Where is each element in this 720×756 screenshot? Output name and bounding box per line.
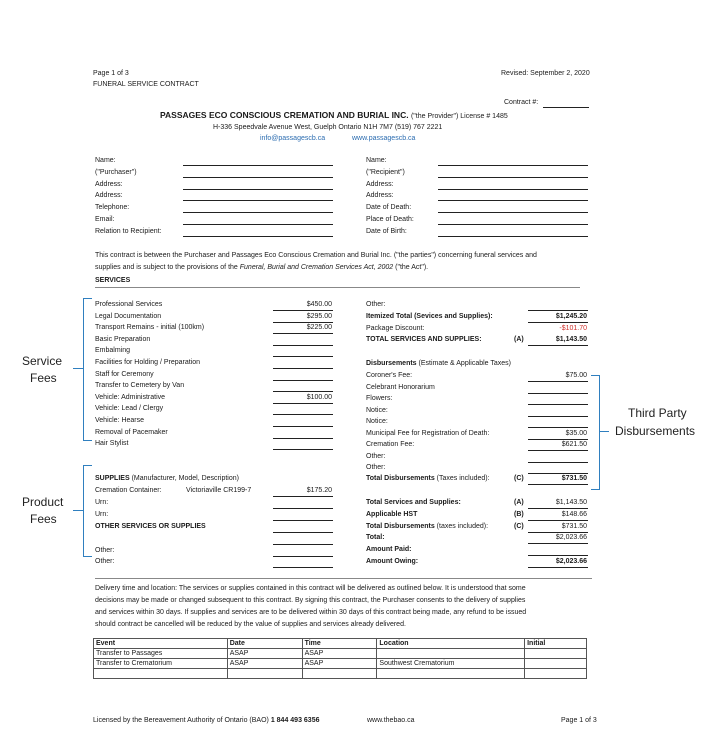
service-item-label: Basic Preparation	[95, 335, 151, 343]
purchaser-field-input[interactable]	[183, 212, 333, 213]
schedule-cell[interactable]	[94, 669, 228, 679]
itemized-total-line	[528, 322, 588, 323]
total-disbursements-line	[528, 484, 588, 485]
service-item-field[interactable]	[273, 356, 333, 357]
schedule-cell[interactable]	[525, 659, 587, 669]
schedule-cell[interactable]: Transfer to Passages	[94, 649, 228, 659]
service-item-field[interactable]	[273, 414, 333, 415]
service-fees-label-1: Service	[22, 354, 63, 368]
package-discount-label: Package Discount:	[366, 325, 425, 332]
purchaser-field-input[interactable]	[183, 236, 333, 237]
service-item-field[interactable]	[273, 380, 333, 381]
disbursement-item-field[interactable]	[528, 462, 588, 463]
provider-website[interactable]: www.passagescb.ca	[352, 135, 416, 142]
recipient-field-label: ("Recipient")	[366, 168, 405, 176]
service-item-field[interactable]	[273, 403, 333, 404]
purchaser-field-label: Address:	[95, 180, 123, 188]
summary-label: Total:	[366, 534, 385, 542]
delivery-line-4: should contract be cancelled will be reduced by the value of supplies and services already delivered.	[95, 621, 406, 628]
disbursement-item-label: Other:	[366, 452, 386, 460]
service-item-label: Professional Services	[95, 301, 163, 308]
third-party-bracket	[591, 375, 600, 490]
recipient-field-input[interactable]	[438, 177, 588, 178]
service-fees-label-2: Fees	[30, 371, 57, 385]
service-item-label: Vehicle: Hearse	[95, 417, 145, 424]
intro-line-1: This contract is between the Purchaser and Passages Eco Conscious Cremation and Burial Inc. ("the parties") concerning funeral services and	[95, 252, 537, 259]
schedule-cell[interactable]	[525, 649, 587, 659]
service-item-field[interactable]	[273, 333, 333, 334]
recipient-field-input[interactable]	[438, 236, 588, 237]
purchaser-field-label: Relation to Recipient:	[95, 227, 162, 235]
recipient-field-input[interactable]	[438, 165, 588, 166]
service-item-label: Removal of Pacemaker	[95, 428, 168, 436]
purchaser-field-input[interactable]	[183, 165, 333, 166]
intro-line-2: supplies and is subject to the provisions of the Funeral, Burial and Cremation Services Act, 2002 ("the Act").	[95, 264, 429, 271]
service-item-field[interactable]	[273, 449, 333, 450]
recipient-field-label: Address:	[366, 180, 394, 188]
recipient-field-input[interactable]	[438, 200, 588, 201]
schedule-cell[interactable]: ASAP	[302, 649, 377, 659]
recipient-field-input[interactable]	[438, 189, 588, 190]
schedule-cell[interactable]: Southwest Crematorium	[377, 659, 525, 669]
delivery-line-3: and services within 30 days. If supplies and services are to be delivered within 30 days of this contract being made, any refund to be issued	[95, 609, 527, 616]
provider-license: ("the Provider") License # 1485	[410, 113, 508, 120]
delivery-divider	[95, 578, 592, 579]
total-disbursements-tag: (C)	[514, 475, 524, 482]
product-fees-tick	[73, 510, 83, 511]
summary-value: $2,023.66	[555, 534, 587, 542]
other-1-label: Other:	[95, 547, 115, 554]
provider-name: PASSAGES ECO CONSCIOUS CREMATION AND BURIAL INC.	[160, 110, 409, 120]
product-fees-label-2: Fees	[30, 512, 57, 526]
urn-2-label: Urn:	[95, 511, 109, 518]
summary-field[interactable]	[528, 567, 588, 568]
total-services-tag: (A)	[514, 336, 524, 343]
third-party-label-1: Third Party	[628, 406, 687, 420]
service-fees-bracket	[83, 298, 92, 441]
summary-field[interactable]	[528, 508, 588, 509]
total-services-value: $1,143.50	[555, 336, 587, 343]
page-number: Page 1 of 3	[93, 70, 129, 77]
total-services-line	[528, 345, 588, 346]
schedule-header-location: Location	[377, 639, 525, 649]
contract-number-label: Contract #:	[504, 99, 539, 106]
recipient-field-input[interactable]	[438, 224, 588, 225]
purchaser-field-label: Email:	[95, 216, 115, 223]
summary-label: Total Disbursements (taxes included):	[366, 522, 489, 530]
total-disbursements-label: Total Disbursements (Taxes included):	[366, 475, 490, 482]
disbursements-heading: Disbursements (Estimate & Applicable Taxes)	[366, 360, 512, 367]
schedule-cell[interactable]: ASAP	[227, 649, 302, 659]
disbursement-item-field[interactable]	[528, 381, 588, 382]
other-label: Other:	[366, 301, 386, 308]
urn-1-field[interactable]	[273, 508, 333, 509]
disbursement-item-label: Celebrant Honorarium	[366, 383, 435, 391]
disbursement-item-amount: $621.50	[561, 441, 587, 448]
purchaser-field-input[interactable]	[183, 189, 333, 190]
service-item-label: Legal Documentation	[95, 312, 162, 320]
disbursement-item-label: Notice:	[366, 406, 388, 414]
service-item-label: Transfer to Cemetery by Van	[95, 382, 185, 390]
urn-1-label: Urn:	[95, 499, 109, 506]
service-item-label: Embalming	[95, 347, 131, 355]
footer-website[interactable]: www.thebao.ca	[367, 717, 415, 724]
service-item-amount: $100.00	[306, 393, 332, 401]
service-item-label: Transport Remains - initial (100km)	[95, 324, 205, 332]
schedule-header-event: Event	[94, 639, 228, 649]
purchaser-field-label: Telephone:	[95, 204, 130, 212]
disbursement-item-amount: $75.00	[565, 372, 587, 379]
total-services-label: TOTAL SERVICES AND SUPPLIES:	[366, 336, 482, 343]
schedule-header-initial: Initial	[525, 639, 587, 649]
summary-field[interactable]	[528, 543, 588, 544]
summary-field[interactable]	[528, 532, 588, 533]
disbursement-item-field[interactable]	[528, 404, 588, 405]
other-2-field[interactable]	[273, 567, 333, 568]
container-amount-line	[273, 496, 333, 497]
service-item-label: Facilities for Holding / Preparation	[95, 359, 201, 366]
schedule-cell[interactable]	[377, 649, 525, 659]
disbursement-item-label: Municipal Fee for Registration of Death:	[366, 429, 490, 437]
other-services-heading: OTHER SERVICES OR SUPPLIES	[95, 523, 206, 530]
urn-2-field[interactable]	[273, 520, 333, 521]
other-2-label: Other:	[95, 558, 115, 565]
service-fees-tick	[73, 368, 83, 369]
schedule-cell[interactable]	[525, 669, 587, 679]
product-fees-label-1: Product	[22, 495, 64, 509]
service-item-label: Hair Stylist	[95, 440, 129, 448]
disbursement-item-label: Flowers:	[366, 395, 393, 402]
provider-heading	[160, 110, 508, 120]
service-item-field[interactable]	[273, 368, 333, 369]
recipient-field-label: Date of Death:	[366, 204, 412, 212]
recipient-field-label: Place of Death:	[366, 216, 414, 223]
schedule-cell[interactable]: ASAP	[302, 659, 377, 669]
delivery-line-1: Delivery time and location: The services or supplies contained in this contract will be delivered as outlined below. It is understood that some	[95, 585, 526, 592]
disbursement-item-field[interactable]	[528, 427, 588, 428]
service-item-label: Vehicle: Administrative	[95, 393, 166, 401]
document-title: FUNERAL SERVICE CONTRACT	[93, 81, 199, 88]
provider-email[interactable]: info@passagescb.ca	[260, 135, 326, 142]
schedule-cell[interactable]: Transfer to Crematorium	[94, 659, 228, 669]
provider-address: H-336 Speedvale Avenue West, Guelph Ontario N1H 7M7 (519) 767 2221	[213, 124, 443, 131]
services-divider	[95, 287, 580, 288]
service-item-field[interactable]	[273, 391, 333, 392]
container-label: Cremation Container:	[95, 487, 162, 494]
total-disbursements-value: $731.50	[561, 475, 587, 482]
purchaser-field-input[interactable]	[183, 177, 333, 178]
product-fees-bracket	[83, 465, 92, 557]
summary-field[interactable]	[528, 520, 588, 521]
purchaser-field-label: Address:	[95, 192, 123, 200]
table-row	[94, 669, 587, 679]
container-amount: $175.20	[306, 487, 332, 494]
table-row	[94, 659, 587, 669]
service-item-field[interactable]	[273, 426, 333, 427]
package-discount-value: -$101.70	[559, 325, 587, 332]
schedule-cell[interactable]: ASAP	[227, 659, 302, 669]
container-value: Victoriaville CR199-7	[186, 487, 252, 494]
supplies-heading: SUPPLIES (Manufacturer, Model, Description)	[95, 475, 239, 482]
service-item-field[interactable]	[273, 310, 333, 311]
other-services-field[interactable]	[273, 532, 333, 533]
summary-label: Amount Owing:	[366, 558, 419, 565]
summary-label: Total Services and Supplies:	[366, 499, 461, 506]
disbursement-item-field[interactable]	[528, 439, 588, 440]
recipient-field-input[interactable]	[438, 212, 588, 213]
schedule-header-date: Date	[227, 639, 302, 649]
summary-field[interactable]	[528, 555, 588, 556]
disbursement-item-field[interactable]	[528, 450, 588, 451]
footer-page-number: Page 1 of 3	[561, 717, 597, 724]
disbursement-item-label: Notice:	[366, 418, 388, 425]
summary-label: Applicable HST	[366, 510, 418, 518]
recipient-field-label: Address:	[366, 192, 394, 200]
service-item-field[interactable]	[273, 345, 333, 346]
disbursement-item-field[interactable]	[528, 416, 588, 417]
summary-label: Amount Paid:	[366, 546, 412, 554]
schedule-cell[interactable]	[302, 669, 377, 679]
summary-value: $148.66	[561, 510, 587, 518]
recipient-field-label: Date of Birth:	[366, 227, 407, 235]
disbursement-item-amount: $35.00	[565, 429, 587, 437]
summary-value: $731.50	[561, 522, 587, 530]
revised-date: Revised: September 2, 2020	[501, 70, 590, 77]
services-heading: SERVICES	[95, 277, 131, 284]
disbursement-item-label: Cremation Fee:	[366, 441, 415, 448]
delivery-line-2: decisions may be made or changed subsequent to this contract. By signing this contract, the Purchaser consents to the delivery of supplies	[95, 597, 526, 604]
purchaser-field-input[interactable]	[183, 200, 333, 201]
footer-license: Licensed by the Bereavement Authority of Ontario (BAO) 1 844 493 6356	[93, 717, 320, 724]
service-item-amount: $450.00	[306, 301, 332, 308]
summary-tag: (C)	[514, 522, 524, 530]
summary-tag: (B)	[514, 510, 524, 518]
service-item-amount: $295.00	[306, 312, 332, 320]
third-party-label-2: Disbursements	[615, 424, 696, 438]
recipient-field-label: Name:	[366, 157, 387, 164]
other-field[interactable]	[528, 310, 588, 311]
table-row	[94, 649, 587, 659]
contract-number-field[interactable]	[543, 107, 589, 108]
itemized-total-label: Itemized Total (Sevices and Supplies):	[366, 313, 493, 320]
schedule-header-row	[94, 639, 587, 649]
purchaser-field-label: ("Purchaser")	[95, 168, 137, 176]
service-item-label: Staff for Ceremony	[95, 370, 154, 378]
schedule-cell[interactable]	[227, 669, 302, 679]
disbursement-item-field[interactable]	[528, 393, 588, 394]
third-party-tick	[599, 431, 609, 432]
summary-value: $1,143.50	[555, 499, 587, 506]
summary-tag: (A)	[514, 499, 524, 506]
disbursement-item-label: Other:	[366, 464, 386, 471]
purchaser-field-label: Name:	[95, 157, 116, 164]
itemized-total-value: $1,245.20	[555, 313, 587, 320]
purchaser-field-input[interactable]	[183, 224, 333, 225]
service-item-amount: $225.00	[306, 324, 332, 332]
other-1-field[interactable]	[273, 556, 333, 557]
schedule-table	[93, 638, 587, 679]
schedule-cell[interactable]	[377, 669, 525, 679]
service-item-label: Vehicle: Lead / Clergy	[95, 405, 164, 413]
summary-value: $2,023.66	[555, 558, 587, 565]
service-item-field[interactable]	[273, 322, 333, 323]
other-services-field-2[interactable]	[273, 544, 333, 545]
disbursement-item-label: Coroner's Fee:	[366, 372, 413, 379]
disbursement-item-field[interactable]	[528, 473, 588, 474]
schedule-header-time: Time	[302, 639, 377, 649]
service-item-field[interactable]	[273, 438, 333, 439]
